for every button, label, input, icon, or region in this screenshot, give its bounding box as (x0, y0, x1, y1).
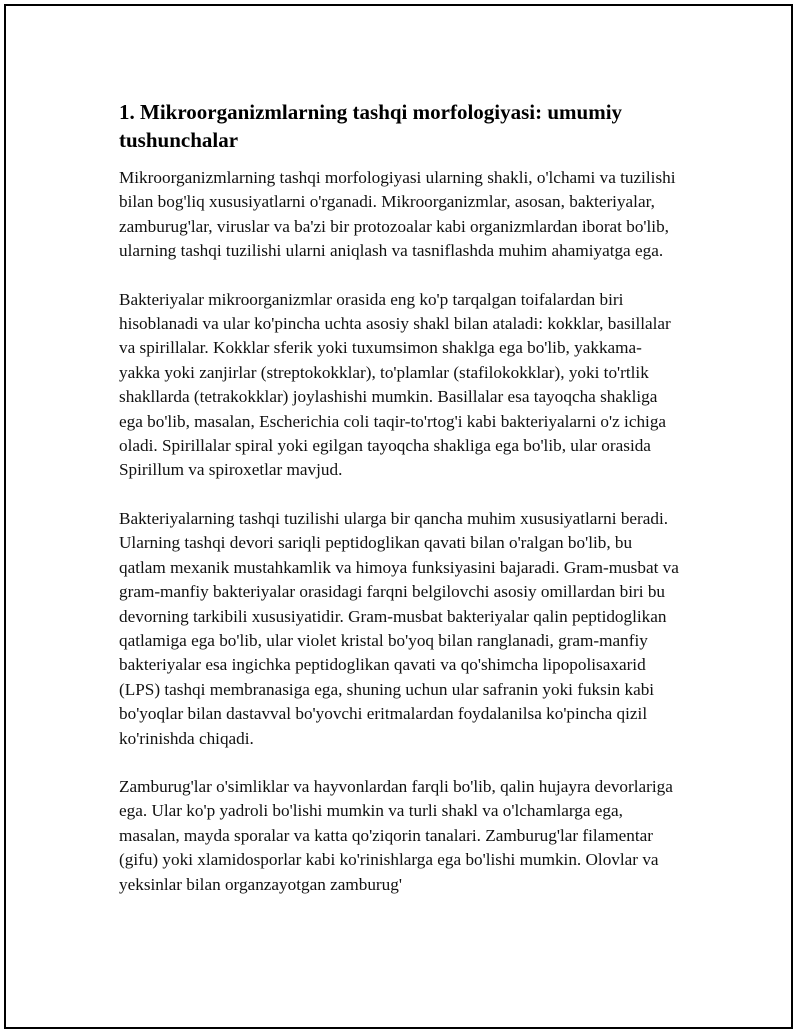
paragraph-bacteria-shapes: Bakteriyalar mikroorganizmlar orasida eng ko'p tarqalgan toifalardan biri hisoblanadi va ular ko'pincha uchta asosiy shakl bilan ataladi: kokklar, basillalar va spirillalar. Kokklar sferik yoki tuxumsimon shaklga ega bo'lib, yakkama-yakka yoki zanjirlar (streptokokklar), to'plamlar (stafilokokklar), yoki to'rtlik shakllarda (tetrakokklar) joylashishi mumkin. Basillalar esa tayoqcha shakliga ega bo'lib, masalan, Escherichia coli taqir-to'rtog'i kabi bakteriyalarni o'z ichiga oladi. Spirillalar spiral yoki egilgan tayoqcha shakliga ega bo'lib, ular orasida Spirillum va spiroxetlar mavjud. (119, 289, 671, 480)
paragraph-fungi: Zamburug'lar o'simliklar va hayvonlardan farqli bo'lib, qalin hujayra devorlariga ega. Ular ko'p yadroli bo'lishi mumkin va turli shakl va o'lchamlarga ega, masalan, mayda sporalar va katta qo'ziqorin tanalari. Zamburug'lar filamentar (gifu) yoki xlamidosporlar kabi ko'rinishlarga ega bo'lishi mumkin. Olovlar va yeksinlar bilan organzayotgan zamburug' (119, 776, 673, 894)
document-body (119, 98, 679, 921)
paragraph-morphology-intro: Mikroorganizmlarning tashqi morfologiyasi ularning shakli, o'lchami va tuzilishi bilan bog'liq xususiyatlarni o'rganadi. Mikroorganizmlar, asosan, bakteriyalar, zamburug'lar, viruslar va ba'zi bir protozoalar kabi organizmlardan iborat bo'lib, ularning tashqi tuzilishi ularni aniqlash va tasniflashda muhim ahamiyatga ega. (119, 168, 676, 261)
paragraph-bacteria-cell-wall: Bakteriyalarning tashqi tuzilishi ularga bir qancha muhim xususiyatlarni beradi. Ularning tashqi devori sariqli peptidoglikan qavati bilan o'ralgan bo'lib, bu qatlam mexanik mustahkamlik va himoya funksiyasini bajaradi. Gram-musbat va gram-manfiy bakteriyalar orasidagi farqni belgilovchi asosiy omillardan biri bu devorning tarkibili xususiyatidir. Gram-musbat bakteriyalar qalin peptidoglikan qatlamiga ega bo'lib, ular violet kristal bo'yoq bilan ranglanadi, gram-manfiy bakteriyalar esa ingichka peptidoglikan qavati va qo'shimcha lipopolisaxarid (LPS) tashqi membranasiga ega, shuning uchun ular safranin yoki fuksin kabi bo'yoqlar bilan dastavval bo'yovchi eritmalardan foydalanilsa ko'pincha qizil ko'rinishda chiqadi. (119, 508, 679, 748)
section-heading: 1. Mikroorganizmlarning tashqi morfologiyasi: umumiy tushunchalar (119, 100, 623, 152)
page-frame (4, 4, 793, 1029)
